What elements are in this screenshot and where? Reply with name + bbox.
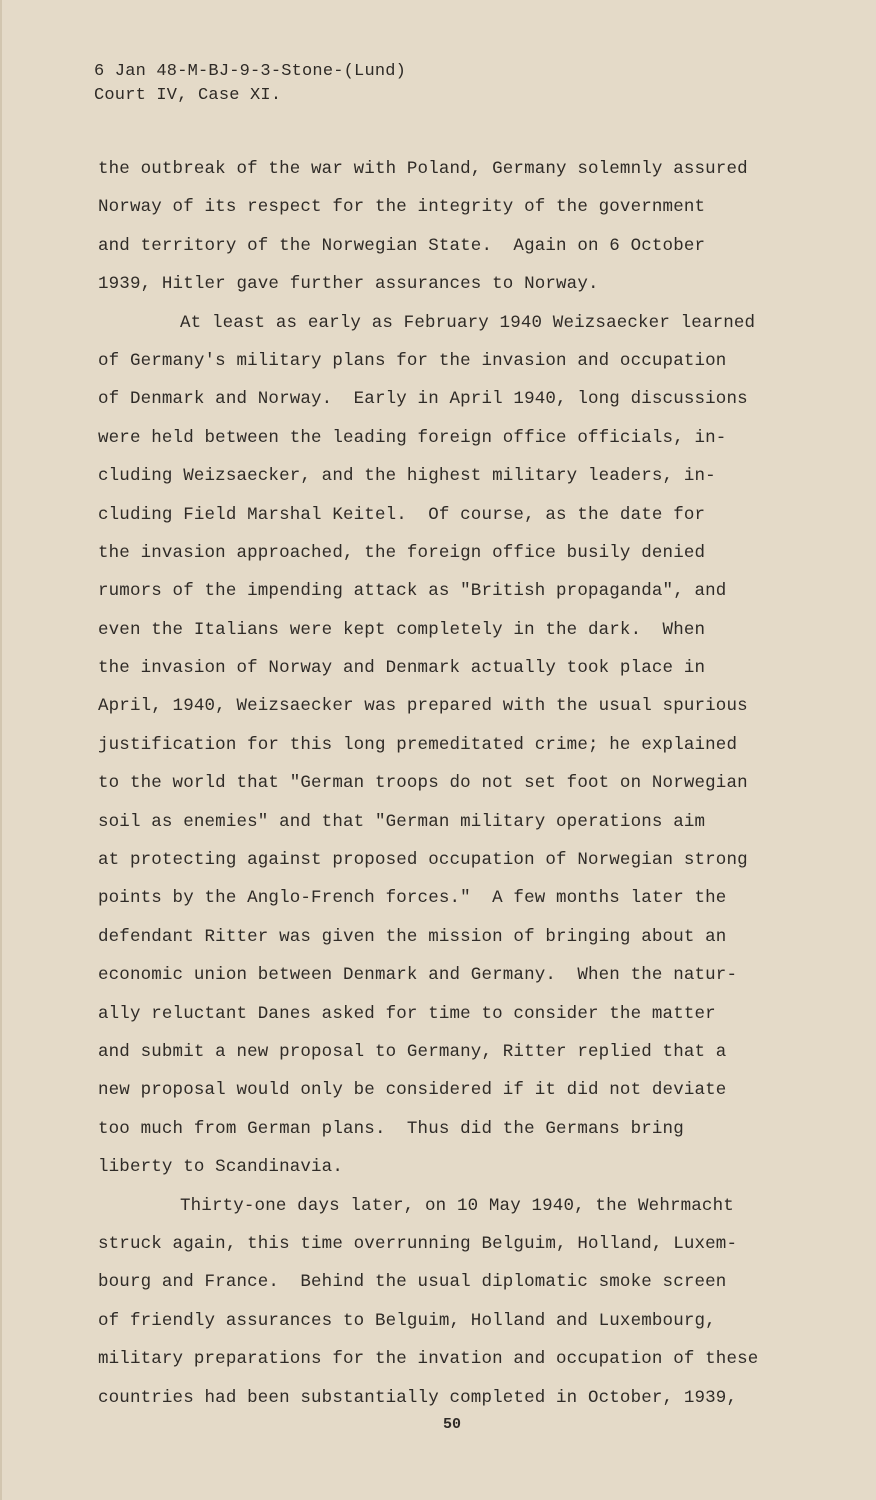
text-line: rumors of the impending attack as "British propaganda", and bbox=[98, 581, 727, 602]
paragraph-start-line: Thirty-one days later, on 10 May 1940, the Wehrmacht bbox=[180, 1195, 734, 1216]
text-line: to the world that "German troops do not set foot on Norwegian bbox=[98, 773, 748, 794]
text-line: economic union between Denmark and Germany. When the natur- bbox=[98, 965, 738, 986]
text-line: 1939, Hitler gave further assurances to Norway. bbox=[98, 274, 599, 295]
text-line: April, 1940, Weizsaecker was prepared with the usual spurious bbox=[98, 696, 748, 717]
text-line: were held between the leading foreign office officials, in- bbox=[98, 427, 727, 448]
page-number: 50 bbox=[442, 1416, 461, 1433]
text-line: of Denmark and Norway. Early in April 1940, long discussions bbox=[98, 389, 748, 410]
text-line: bourg and France. Behind the usual diplomatic smoke screen bbox=[98, 1272, 727, 1293]
text-line: the invasion of Norway and Denmark actually took place in bbox=[98, 658, 706, 679]
text-line: cluding Field Marshal Keitel. Of course, as the date for bbox=[98, 504, 706, 525]
text-line: countries had been substantially completed in October, 1939, bbox=[98, 1387, 738, 1408]
text-line: struck again, this time overrunning Belguim, Holland, Luxem- bbox=[98, 1233, 738, 1254]
paragraph-start-line: At least as early as February 1940 Weizsaecker learned bbox=[180, 312, 756, 333]
text-line: of friendly assurances to Belguim, Holland and Luxembourg, bbox=[98, 1310, 716, 1331]
text-line: cluding Weizsaecker, and the highest military leaders, in- bbox=[98, 466, 716, 487]
text-line: justification for this long premeditated crime; he explained bbox=[98, 734, 738, 755]
text-line: new proposal would only be considered if it did not deviate bbox=[98, 1080, 727, 1101]
text-line: Norway of its respect for the integrity of the government bbox=[98, 197, 706, 218]
text-line: and territory of the Norwegian State. Again on 6 October bbox=[98, 235, 706, 256]
text-line: too much from German plans. Thus did the Germans bring bbox=[98, 1118, 684, 1139]
header-reference: 6 Jan 48-M-BJ-9-3-Stone-(Lund) bbox=[94, 62, 407, 81]
text-line: points by the Anglo-French forces." A few months later the bbox=[98, 888, 727, 909]
text-line: soil as enemies" and that "German military operations aim bbox=[98, 811, 706, 832]
header-court-case: Court IV, Case XI. bbox=[94, 86, 282, 105]
text-line: of Germany's military plans for the invasion and occupation bbox=[98, 350, 727, 371]
text-line: liberty to Scandinavia. bbox=[98, 1157, 343, 1178]
text-line: defendant Ritter was given the mission of bringing about an bbox=[98, 926, 727, 947]
text-line: the outbreak of the war with Poland, Germany solemnly assured bbox=[98, 159, 748, 179]
text-line: even the Italians were kept completely in the dark. When bbox=[98, 619, 706, 640]
text-line: military preparations for the invation and occupation of these bbox=[98, 1349, 759, 1370]
text-line: and submit a new proposal to Germany, Ritter replied that a bbox=[98, 1041, 727, 1062]
document-body bbox=[98, 150, 818, 1417]
text-line: at protecting against proposed occupation of Norwegian strong bbox=[98, 850, 748, 871]
text-line: the invasion approached, the foreign office busily denied bbox=[98, 542, 706, 563]
text-line: ally reluctant Danes asked for time to consider the matter bbox=[98, 1003, 716, 1024]
document-header bbox=[94, 60, 406, 108]
